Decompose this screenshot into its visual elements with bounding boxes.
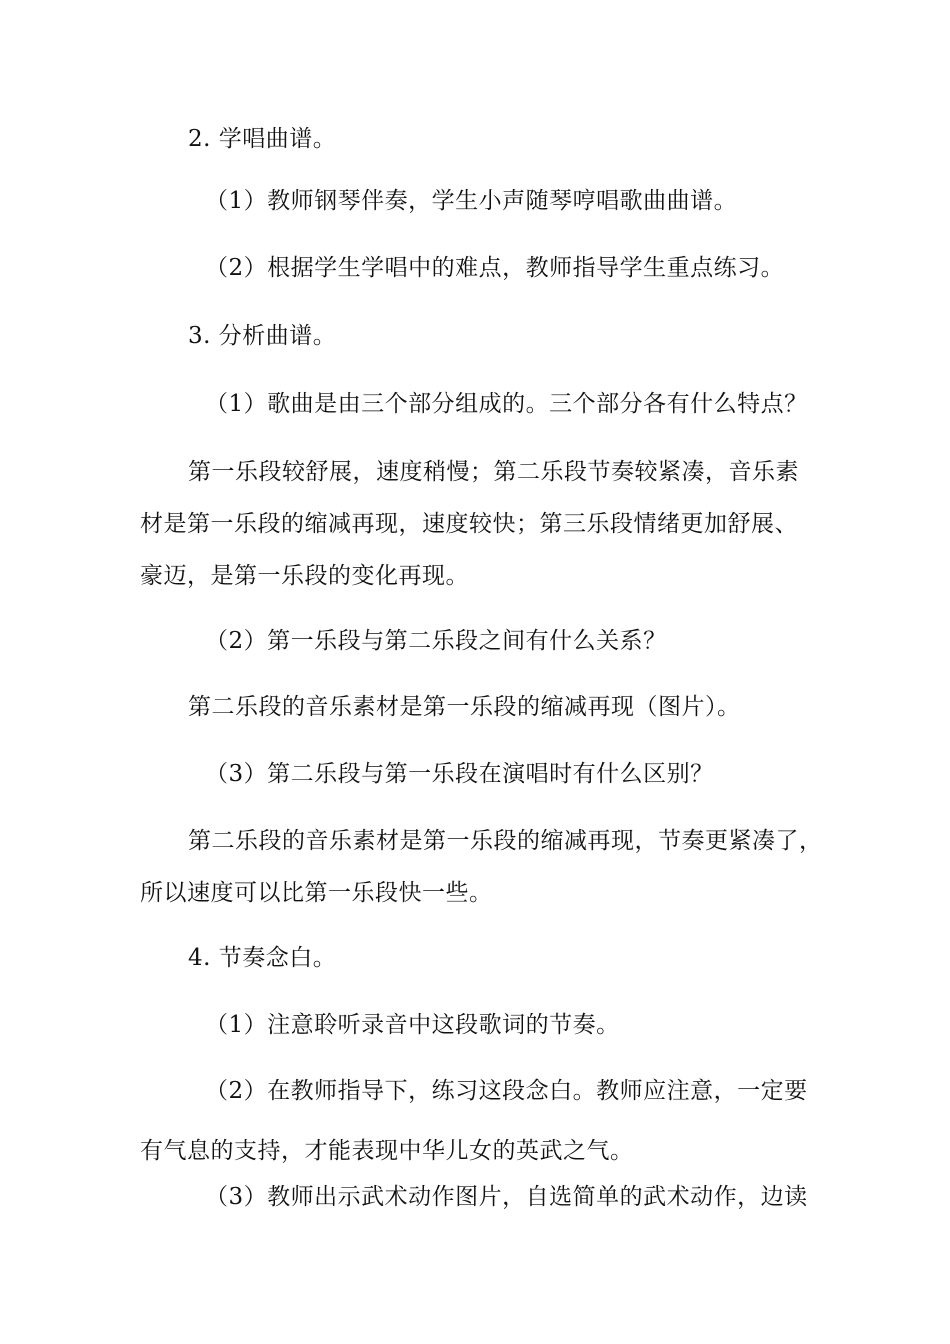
- paragraph-line: 第二乐段的音乐素材是第一乐段的缩减再现（图片）。: [188, 694, 741, 720]
- list-item: （2）第一乐段与第二乐段之间有什么关系？: [205, 628, 667, 654]
- list-item: （1）注意聆听录音中这段歌词的节奏。: [205, 1012, 620, 1038]
- paragraph-line: 第一乐段较舒展，速度稍慢；第二乐段节奏较紧凑，音乐素: [188, 459, 799, 485]
- paragraph-line: 豪迈，是第一乐段的变化再现。: [140, 563, 469, 589]
- heading-learn-score: 2. 学唱曲谱。: [188, 126, 337, 152]
- list-item: （1）歌曲是由三个部分组成的。三个部分各有什么特点？: [205, 391, 808, 417]
- paragraph-line: 第二乐段的音乐素材是第一乐段的缩减再现，节奏更紧凑了，: [188, 828, 823, 854]
- heading-analyze-score: 3. 分析曲谱。: [188, 323, 337, 349]
- list-item: （2）在教师指导下，练习这段念白。教师应注意，一定要: [205, 1078, 808, 1104]
- heading-rhythm-recitation: 4. 节奏念白。: [188, 945, 337, 971]
- list-item: （3）教师出示武术动作图片，自选简单的武术动作，边读: [205, 1184, 808, 1210]
- paragraph-line: 材是第一乐段的缩减再现，速度较快；第三乐段情绪更加舒展、: [140, 511, 798, 537]
- list-item: （1）教师钢琴伴奏，学生小声随琴哼唱歌曲曲谱。: [205, 188, 738, 214]
- paragraph-line: 所以速度可以比第一乐段快一些。: [140, 880, 493, 906]
- list-item: （2）根据学生学唱中的难点，教师指导学生重点练习。: [205, 255, 785, 281]
- paragraph-line: 有气息的支持，才能表现中华儿女的英武之气。: [140, 1138, 634, 1164]
- list-item: （3）第二乐段与第一乐段在演唱时有什么区别？: [205, 761, 714, 787]
